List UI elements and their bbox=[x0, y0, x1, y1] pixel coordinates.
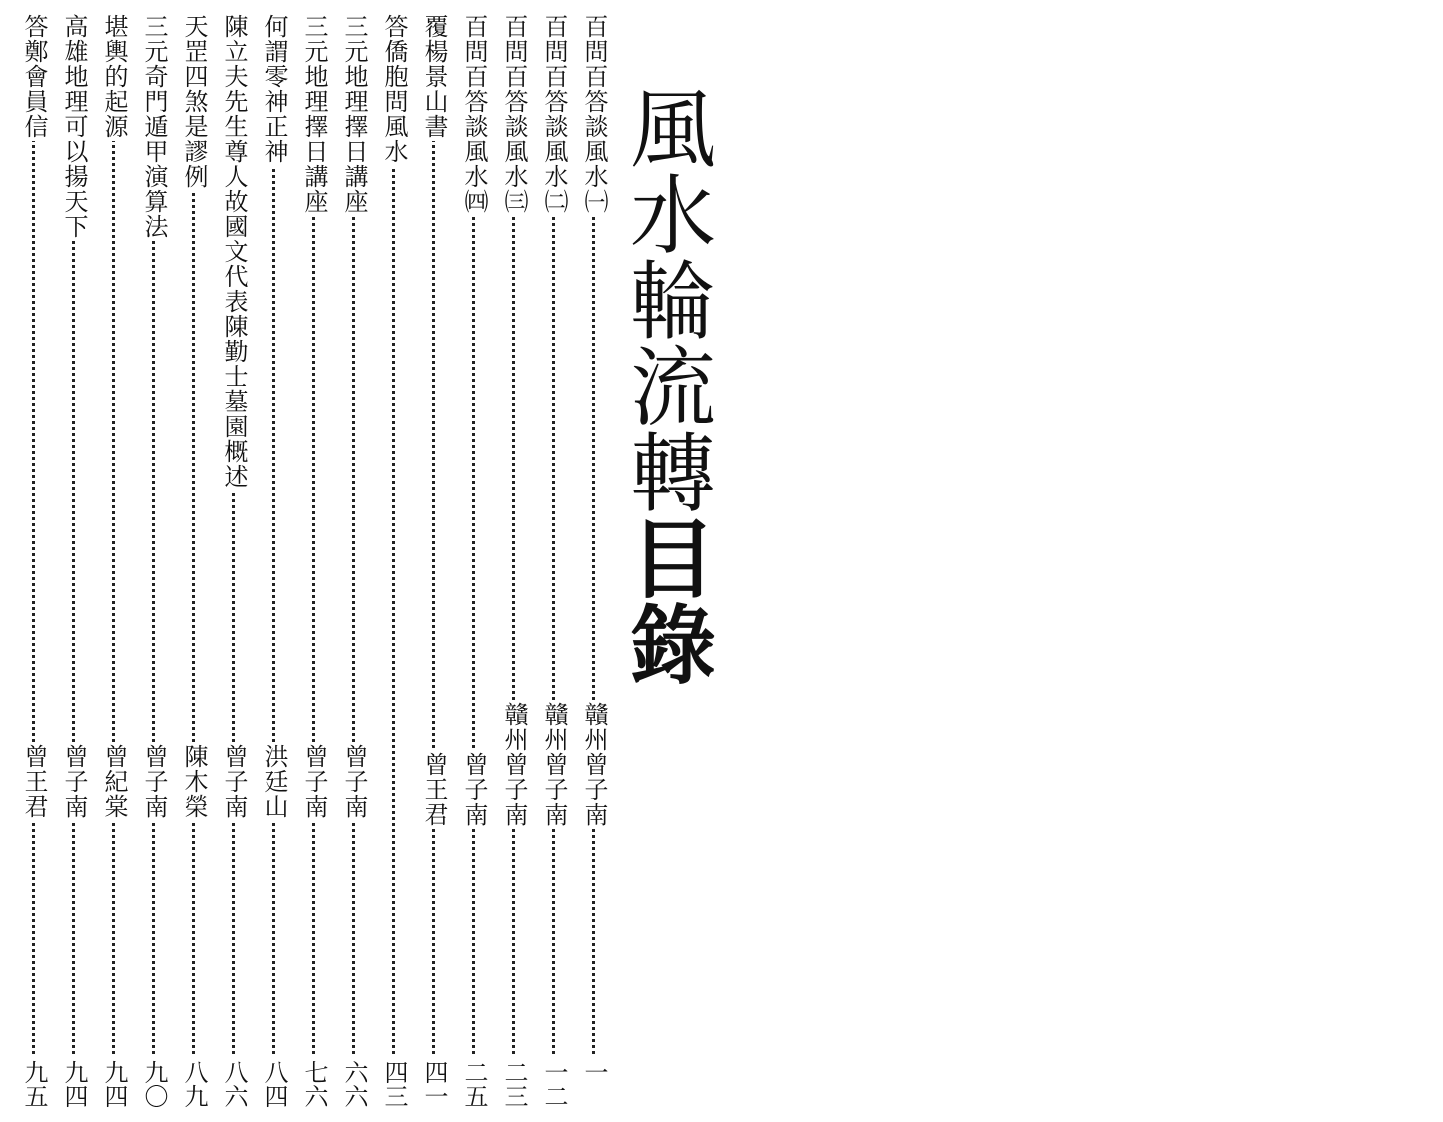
entry-title: 百問百答談風水㈢ bbox=[497, 14, 531, 216]
entry-author: 曾王君 bbox=[417, 750, 451, 829]
page-title-main: 風水輪流轉 bbox=[615, 84, 715, 514]
entry-author: 曾紀棠 bbox=[97, 742, 131, 821]
entry-title: 三元地理擇日講座 bbox=[297, 14, 331, 216]
toc-entry[interactable] bbox=[97, 14, 131, 1114]
toc-entry[interactable] bbox=[137, 14, 171, 1114]
page-title bbox=[615, 84, 728, 686]
entry-page-number: 九〇 bbox=[137, 1060, 171, 1108]
toc-entry[interactable] bbox=[297, 14, 331, 1114]
entry-title: 天罡四煞是謬例 bbox=[177, 14, 211, 191]
toc-entry[interactable] bbox=[57, 14, 91, 1114]
entry-page-number: 八九 bbox=[177, 1060, 211, 1108]
entry-author: 洪廷山 bbox=[257, 742, 291, 821]
dot-leader bbox=[432, 14, 435, 1054]
toc-entry[interactable] bbox=[377, 14, 411, 1114]
entry-author: 曾王君 bbox=[17, 742, 51, 821]
entry-title: 三元地理擇日講座 bbox=[337, 14, 371, 216]
entry-title: 陳立夫先生尊人故國文代表陳勤士墓園概述 bbox=[217, 14, 251, 491]
entry-page-number: 九五 bbox=[17, 1060, 51, 1108]
entry-page-number: 八六 bbox=[217, 1060, 251, 1108]
entry-title: 答鄭會員信 bbox=[17, 14, 51, 141]
entry-page-number: 四一 bbox=[417, 1060, 451, 1108]
entry-page-number: 八四 bbox=[257, 1060, 291, 1108]
dot-leader bbox=[112, 14, 115, 1054]
table-of-contents bbox=[0, 0, 620, 1122]
dot-leader bbox=[272, 14, 275, 1054]
entry-title: 百問百答談風水㈠ bbox=[577, 14, 611, 216]
entry-author: 曾子南 bbox=[217, 742, 251, 821]
toc-entry[interactable] bbox=[337, 14, 371, 1114]
entry-page-number: 六六 bbox=[337, 1060, 371, 1108]
entry-title: 何謂零神正神 bbox=[257, 14, 291, 166]
entry-title: 百問百答談風水㈣ bbox=[457, 14, 491, 216]
toc-entry[interactable] bbox=[217, 14, 251, 1114]
toc-entry[interactable] bbox=[257, 14, 291, 1114]
toc-entry[interactable] bbox=[497, 14, 531, 1114]
entry-page-number: 一 bbox=[577, 1060, 611, 1084]
toc-entry[interactable] bbox=[457, 14, 491, 1114]
entry-page-number: 七六 bbox=[297, 1060, 331, 1108]
entry-title: 百問百答談風水㈡ bbox=[537, 14, 571, 216]
entry-page-number: 一二 bbox=[537, 1060, 571, 1108]
entry-title: 答僑胞問風水 bbox=[377, 14, 411, 166]
entry-page-number: 二三 bbox=[497, 1060, 531, 1108]
entry-author: 贛州曾子南 bbox=[537, 700, 571, 829]
entry-author: 贛州曾子南 bbox=[497, 700, 531, 829]
entry-title: 高雄地理可以揚天下 bbox=[57, 14, 91, 241]
entry-title: 三元奇門遁甲演算法 bbox=[137, 14, 171, 241]
entry-author: 陳木榮 bbox=[177, 742, 211, 821]
entry-page-number: 二五 bbox=[457, 1060, 491, 1108]
entry-title: 覆楊景山書 bbox=[417, 14, 451, 141]
entry-author: 贛州曾子南 bbox=[577, 700, 611, 829]
entry-author: 曾子南 bbox=[457, 750, 491, 829]
toc-entry[interactable] bbox=[177, 14, 211, 1114]
entry-page-number: 四三 bbox=[377, 1060, 411, 1108]
dot-leader bbox=[32, 14, 35, 1054]
entry-author: 曾子南 bbox=[137, 742, 171, 821]
entry-author: 曾子南 bbox=[337, 742, 371, 821]
entry-page-number: 九四 bbox=[57, 1060, 91, 1108]
entry-page-number: 九四 bbox=[97, 1060, 131, 1108]
entry-author: 曾子南 bbox=[57, 742, 91, 821]
page-title-contents: 目錄 bbox=[615, 514, 715, 686]
toc-entry[interactable] bbox=[537, 14, 571, 1114]
dot-leader bbox=[392, 14, 395, 1054]
toc-entry[interactable] bbox=[577, 14, 611, 1114]
toc-entry[interactable] bbox=[17, 14, 51, 1114]
toc-entry[interactable] bbox=[417, 14, 451, 1114]
entry-author: 曾子南 bbox=[297, 742, 331, 821]
entry-title: 堪輿的起源 bbox=[97, 14, 131, 141]
